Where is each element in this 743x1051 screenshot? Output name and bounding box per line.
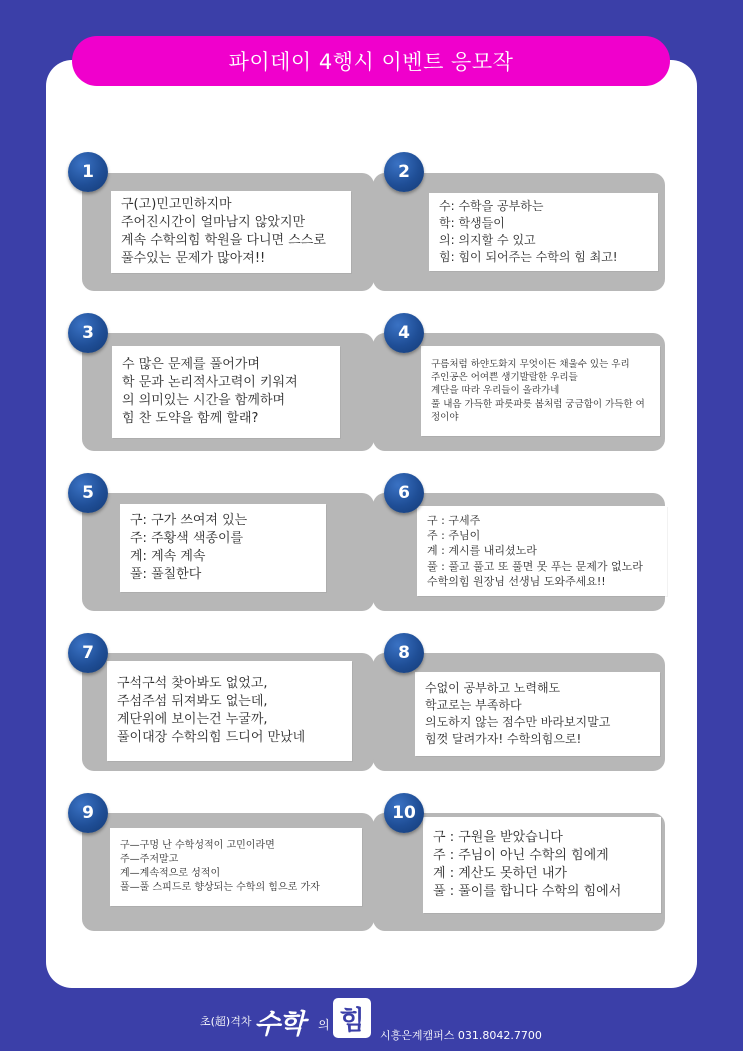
entry-line: 풀 : 풀이를 합니다 수학의 힘에서 (433, 884, 622, 900)
entry-note (417, 506, 667, 596)
entry-line: 수없이 공부하고 노력해도 (425, 681, 561, 696)
entry-line: 구름처럼 하얀도화지 무엇이든 채울수 있는 우리 (431, 358, 630, 370)
entry-note (120, 504, 326, 592)
entry-line: 풀 : 풀고 풀고 또 풀면 못 푸는 문제가 없노라 (427, 559, 643, 573)
entry-line: 계 : 계시를 내리셨노라 (427, 544, 537, 558)
entry-number-badge: 8 (384, 633, 424, 673)
entry-card-8 (373, 653, 665, 771)
entry-line: 정이야 (431, 411, 459, 423)
entry-line: 계: 계속 계속 (130, 549, 206, 564)
entry-line: 주—주저말고 (120, 854, 179, 865)
entry-card-1 (82, 173, 374, 291)
entry-number-badge: 10 (384, 793, 424, 833)
entry-number-badge: 5 (68, 473, 108, 513)
entry-card-4 (373, 333, 665, 451)
entry-line: 주어진시간이 얼마남지 않았지만 (121, 214, 306, 230)
entry-line: 힘껏 달려가자! 수학의힘으로! (425, 731, 582, 746)
entry-line: 주섬주섬 뒤져봐도 없는데, (117, 693, 268, 709)
entry-note (421, 346, 660, 436)
footer (0, 990, 743, 1051)
brand-logo-text: 수학 (254, 1009, 305, 1040)
entry-line: 구 : 구세주 (427, 513, 481, 527)
entry-line: 의: 의지할 수 있고 (439, 233, 536, 247)
entry-note (110, 828, 362, 906)
entry-card-9 (82, 813, 374, 931)
entry-card-6 (373, 493, 665, 611)
entry-line: 주: 주황색 색종이를 (130, 530, 244, 546)
entry-number-badge: 4 (384, 313, 424, 353)
entry-line: 풀이대장 수학의힘 드디어 만났네 (117, 730, 306, 746)
entry-card-5 (82, 493, 374, 611)
footer-contact: 시흥은계캠퍼스 031.8042.7700 (380, 1029, 542, 1042)
entry-line: 구석구석 찾아봐도 없었고, (117, 675, 268, 691)
entry-line: 학 문과 논리적사고력이 키워져 (122, 374, 298, 390)
entry-line: 수학의힘 원장님 선생님 도와주세요!! (427, 575, 606, 589)
entry-note (111, 191, 351, 273)
entry-number-badge: 6 (384, 473, 424, 513)
entry-number-badge: 2 (384, 152, 424, 192)
entry-note (423, 817, 661, 913)
entry-line: 계속 수학의힘 학원을 다니면 스스로 (121, 233, 326, 248)
entry-line: 수: 수학을 공부하는 (439, 199, 544, 214)
entry-line: 힘: 힘이 되어주는 수학의 힘 최고! (439, 249, 618, 264)
entry-line: 수 많은 문제를 풀어가며 (122, 356, 260, 372)
entry-note (107, 661, 352, 761)
entry-line: 주인공은 어여쁜 생기발랄한 우리들 (431, 372, 578, 384)
entry-line: 구 : 구원을 받았습니다 (433, 829, 563, 845)
entry-line: 힘 찬 도약을 함께 할래? (122, 411, 259, 427)
entry-number-badge: 1 (68, 152, 108, 192)
page-title: 파이데이 4행시 이벤트 응모작 (72, 36, 670, 86)
entry-line: 계—계속적으로 성적이 (120, 868, 221, 879)
entry-line: 풀—풀 스피드로 향상되는 수학의 힘으로 가자 (120, 882, 320, 893)
brand-logo-mid: 의 (318, 1018, 330, 1032)
entry-line: 구(고)민고민하지마 (121, 196, 232, 212)
entry-note (429, 193, 658, 271)
entry-line: 풀수있는 문제가 많아져!! (121, 251, 266, 267)
entry-line: 학: 학생들이 (439, 216, 505, 231)
entry-line: 풀: 풀칠한다 (130, 567, 202, 583)
entry-number-badge: 3 (68, 313, 108, 353)
entry-note (415, 672, 660, 756)
entry-line: 계단을 따라 우리들이 올라가네 (431, 385, 560, 397)
entry-card-2 (373, 173, 665, 291)
entry-line: 계단위에 보이는건 누굴까, (117, 712, 268, 727)
entry-line: 학교로는 부족하다 (425, 698, 522, 713)
entry-line: 계 : 계산도 못하던 내가 (433, 866, 567, 881)
footer-prefix: 초(超)격차 (200, 1015, 252, 1028)
entry-note (112, 346, 340, 438)
entry-number-badge: 9 (68, 793, 108, 833)
entry-line: 의도하지 않는 점수만 바라보지말고 (425, 715, 611, 729)
entry-line: 풀 내음 가득한 파릇파릇 봄처럼 궁금함이 가득한 여 (431, 398, 645, 410)
entry-card-10 (373, 813, 665, 931)
entry-line: 구: 구가 쓰여져 있는 (130, 512, 248, 528)
entry-line: 의 의미있는 시간을 함께하며 (122, 393, 286, 408)
entry-line: 주 : 주님이 (427, 528, 481, 542)
entry-number-badge: 7 (68, 633, 108, 673)
entry-card-3 (82, 333, 374, 451)
entry-card-7 (82, 653, 374, 771)
entry-line: 주 : 주님이 아닌 수학의 힘에게 (433, 847, 609, 863)
brand-logo-box: 힘 (333, 998, 371, 1038)
entry-line: 구—구멍 난 수학성적이 고민이라면 (120, 840, 275, 851)
